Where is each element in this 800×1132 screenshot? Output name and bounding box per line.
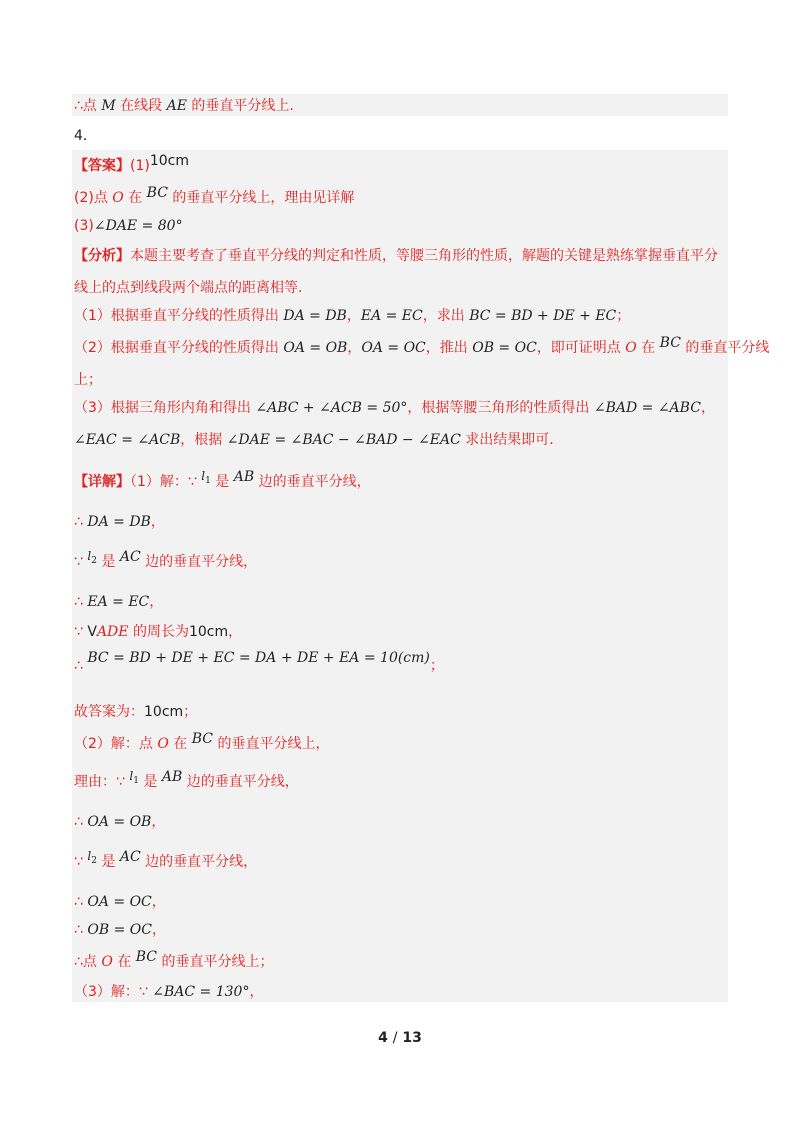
detail-line-9: 理由：∵ $l_1$ 是 AB 边的垂直平分线， [74, 769, 299, 790]
analysis-line-1: 【分析】本题主要考查了垂直平分线的判定和性质，等腰三角形的性质，解题的关键是熟练掌握垂直平分 [74, 248, 718, 264]
detail-line-6: ∴ BC = BD + DE + EC = DA + DE + EA = 10(cm)； [74, 650, 444, 674]
analysis-line-7: ∠EAC = ∠ACB，根据 ∠DAE = ∠BAC − ∠BAD − ∠EAC 求出结果即可. [74, 432, 554, 448]
detail-line-10: ∴ OA = OB， [74, 814, 166, 830]
analysis-line-6: （3）根据三角形内角和得出 ∠ABC + ∠ACB = 50°，根据等腰三角形的性质得出 ∠BAD = ∠ABC， [74, 400, 715, 416]
detail-line-2: ∴ DA = DB， [74, 514, 165, 530]
analysis-line-4: （2）根据垂直平分线的性质得出 OA = OB，OA = OC，推出 OB = OC，即可证明点 O 在 BC 的垂直平分线 [74, 335, 770, 356]
detail-line-14: ∴点 O 在 BC 的垂直平分线上； [74, 949, 274, 970]
text-line-1: ∴点 M 在线段 AE 的垂直平分线上. [74, 98, 294, 114]
detail-line-5: ∵ VADE 的周长为10cm， [74, 624, 243, 640]
question-number: 4． [74, 128, 97, 144]
detail-line-4: ∴ EA = EC， [74, 594, 164, 610]
detail-line-12: ∴ OA = OC， [74, 894, 166, 910]
answer-line-2: (2)点 O 在 BC 的垂直平分线上，理由见详解 [74, 185, 355, 206]
page-number: 4 / 13 [378, 1030, 422, 1046]
analysis-line-3: （1）根据垂直平分线的性质得出 DA = DB，EA = EC，求出 BC = BD + DE + EC； [74, 308, 631, 324]
analysis-line-5: 上； [74, 372, 102, 388]
detail-line-15: （3）解：∵ ∠BAC = 130°， [74, 984, 264, 1000]
detail-line-13: ∴ OB = OC， [74, 922, 166, 938]
detail-line-7: 故答案为：10cm； [74, 704, 198, 720]
analysis-line-2: 线上的点到线段两个端点的距离相等. [74, 280, 303, 296]
detail-line-1: 【详解】（1）解：∵ $l_1$ 是 AB 边的垂直平分线， [74, 469, 371, 490]
answer-line-1: 【答案】(1)10cm [74, 153, 189, 174]
answer-line-3: (3)∠DAE = 80° [74, 218, 183, 234]
detail-line-11: ∵ $l_2$ 是 AC 边的垂直平分线， [74, 849, 258, 870]
detail-line-3: ∵ $l_2$ 是 AC 边的垂直平分线， [74, 549, 258, 570]
detail-line-8: （2）解：点 O 在 BC 的垂直平分线上， [74, 731, 330, 752]
